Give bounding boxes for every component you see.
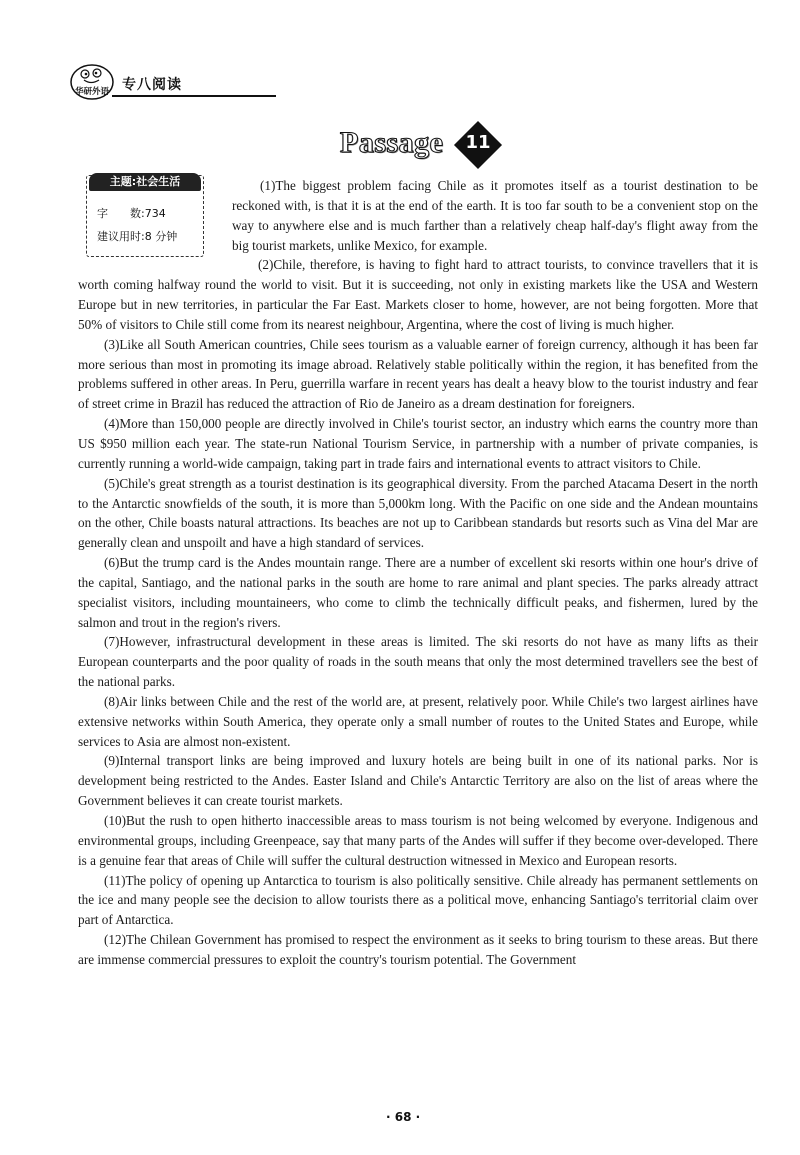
passage-number: 11 (465, 132, 491, 153)
paragraph: (9)Internal transport links are being improved and luxury hotels are being built in one of its national parks. Nor is development being restricted to the Andes. Easter Island and Chile's Antarctic Territory are also on the list of areas where the Government believes it can create tourist markets. (78, 753, 758, 809)
paragraph: (1)The biggest problem facing Chile as it promotes itself as a tourist destination to be reckoned with, is that it is at the end of the earth. It is too far south to be a convenient stop on the way to anywhere else and is much farther than a relatively cheap half-day's flight away from the big tourist markets, unlike Mexico, for example. (232, 178, 758, 253)
paragraph: (10)But the rush to open hitherto inaccessible areas to mass tourism is not being welcomed by everyone. Indigenous and environmental groups, including Greenpeace, say that many parts of the Andes will suffer if they become over-developed. There is a genuine fear that areas of Chile will suffer the cultural destruction witnessed in Mexico and European resorts. (78, 813, 758, 868)
paragraph: (11)The policy of opening up Antarctica to tourism is also politically sensitive. Chile already has permanent settlements on the ice and many people see the decision to allow tourists there as a political move, enhancing Santiago's territorial claim over part of Antarctica. (78, 872, 758, 928)
passage-title-word: Passage (340, 126, 444, 159)
paragraph: (4)More than 150,000 people are directly involved in Chile's tourist sector, an industry which earns the country more than US $950 million each year. The state-run National Tourism Service, in partnership with a number of private companies, is currently running a world-wide campaign, taking part in trade fairs and international events to attract visitors to Chile. (78, 416, 758, 471)
paragraph: (7)However, infrastructural development in these areas is limited. The ski resorts do not have as many lifts as their European counterparts and the poor quality of roads in the south means that only the most determined travellers see the best of the national parks. (78, 634, 758, 690)
page-number: · 68 · (386, 1110, 421, 1124)
passage-body (78, 176, 758, 970)
paragraph: (5)Chile's great strength as a tourist destination is its geographical diversity. From the parched Atacama Desert in the north to the Antarctic snowfields of the south, it is more than 5,000km long. With the Pacific on one side and the Andean mountains on the other, Chile boasts natural attractions. Its beaches are not up to Caribbean standards but resorts such as Vina del Mar are generally clean and unspoilt and have a high standard of services. (78, 475, 758, 551)
section-label: 专八阅读 (122, 77, 182, 93)
suggested-time: 建议用时:8 分钟 (97, 230, 178, 243)
paragraph: (3)Like all South American countries, Chile sees tourism as a valuable earner of foreign currency, although it has been far more serious than most in promoting its image abroad. Relatively stable politically within the region, it has benefited from the problems suffered in other areas. In Peru, guerrilla warfare in recent years has dealt a heavy blow to the tourist industry and fear of street crime in Brazil has reduced the attraction of Rio de Janeiro as a dream destination for foreigners. (78, 336, 758, 412)
word-count: 字 数:734 (97, 207, 166, 220)
header-divider (112, 95, 276, 97)
page-header (68, 62, 208, 102)
passage-title (340, 124, 510, 170)
paragraph: (6)But the trump card is the Andes mountain range. There are a number of excellent ski resorts within one hour's drive of the capital, Santiago, and the national parks in the south are home to rare animal and plant species. The parks already attract specialist visitors, including mountaineers, who come to climb the technically difficult peaks, and fishermen, lured by the salmon and trout in the region's rivers. (78, 555, 758, 630)
paragraph: (8)Air links between Chile and the rest of the world are, at present, relatively poor. While Chile's two largest airlines have extensive networks within South America, they operate only a small number of routes to the United States and Europe, while services to Asia are almost non-existent. (78, 693, 758, 749)
topic-label: 主题:社会生活 (89, 173, 201, 191)
logo-text: 华研外语 (74, 87, 110, 97)
paragraph: (12)The Chilean Government has promised to respect the environment as it seeks to bring tourism to these areas. But there are immense commercial pressures to exploit the country's tourism potential. The Government (78, 932, 758, 967)
paragraph: (2)Chile, therefore, is having to fight hard to attract tourists, to convince travellers that it is worth coming halfway round the world to visit. But it is succeeding, not only in existing markets like the USA and Western Europe but in new territories, in particular the Far East. Markets closer to home, however, are not being forgotten. More that 50% of visitors to Chile still come from its nearest neighbour, Argentina, where the cost of living is much higher. (78, 257, 758, 332)
